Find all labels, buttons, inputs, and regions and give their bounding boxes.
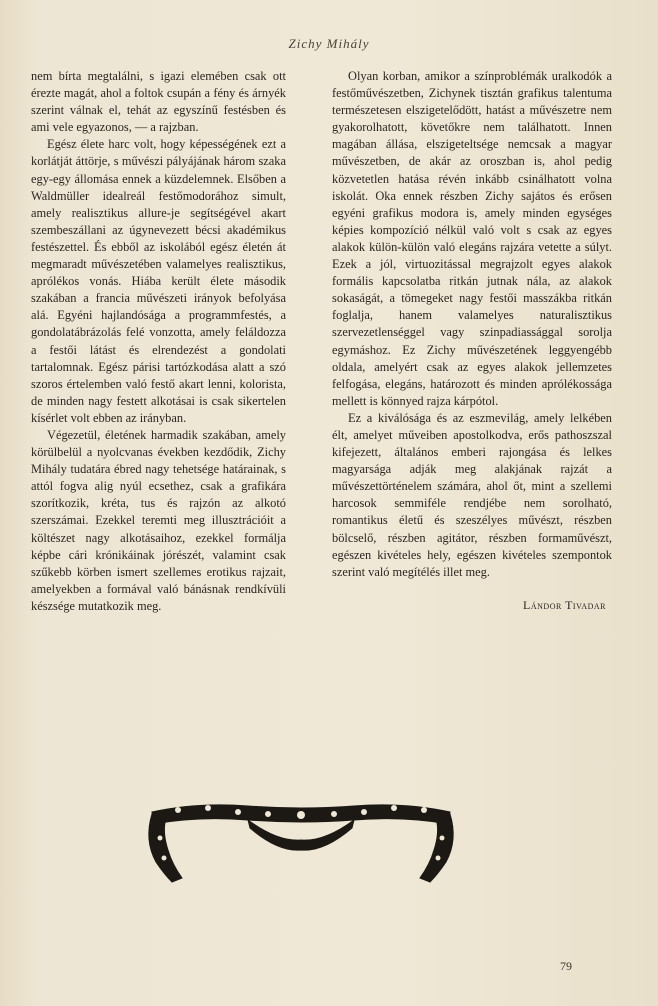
author-signature: Lándor Tivadar — [523, 597, 606, 612]
body-paragraph: nem bírta megtalálni, s igazi elemében csak ott érezte magát, ahol a foltok csupán a fény és árnyék szerint válnak el, tehát az egyszínű festésben és ami vele egyazonos, — a rajzban. — [31, 69, 286, 135]
page-number: 79 — [560, 959, 572, 973]
right-column — [332, 68, 612, 614]
body-paragraph: Egész élete harc volt, hogy képességének ezt a korlátját áttörje, s művészi pályájának három szaka egy-egy állomása ennek a küzdelemnek. Elsőben a Waldmüller idealreál festőmodorához simult, amely realisztikus allure-je segítségével akart szembeszállani az úgynevezett bécsi akadémikus festészettel. És ebből az iskolából egész életén át megmaradt művészetében valamelyes realisztikus, aprólékos vonás. Hiába került élete második szakában a francia művészeti irányok befolyása alá. Egyéni hajlandósága a programmfestés, a gondolatábrázolás felé vonzotta, amely feláldozza a festői látást és elrendezést a gondolati tartalomnak. Egész párisi tartózkodása alatt a szó szoros értelemben való festő akart lenni, kolorista, de minden nagy festett alkotásai is csak sikertelen kísérlet volt ebben az irányban. — [31, 137, 286, 425]
floral-garland-ornament — [138, 790, 464, 890]
left-column — [31, 68, 286, 615]
running-head: Zichy Mihály — [288, 36, 370, 51]
body-paragraph: Olyan korban, amikor a színproblémák uralkodók a festőművészetben, Zichynek tisztán grafikus talentuma természetesen elszigetelődött, hatást a művészetre nem gyakorolhatott, követőkre nem találhatott. Innen magában állása, elszigeteltsége nemcsak a magyar művészetben, de akár az oroszban is, ahol pedig közvetetlen hatása révén inkább csinálhatott volna iskolát. Oka ennek részben Zichy sajátos és erősen egyéni grafikus modora is, amely minden egységes képies kompozíció nélkül való volt s csak az egyes alakok külön-külön való elegáns rajzára vetette a súlyt. Ezek a jól, virtuozitással megrajzolt egyes alakok formális kapcsolatba ritkán jutnak nála, az alakok sokaságát, a tömegeket nagy festői masszákba ritkán foglalja, hanem valamelyes naturalisztikus szervezetlenséggel vagy szinpadiassággal sorolja egymáshoz. Ez Zichy művészetének leggyengébb oldala, amelyért csak az egyes alakok jellemzetes felfogása, elegáns, határozott és minden aprólékossága mellett is könnyed rajza kárpótol. — [332, 69, 612, 408]
body-paragraph: Ez a kiválósága és az eszmevilág, amely lelkében élt, amelyet műveiben apostolkodva, erős pathoszszal kifejezett, általános emberi rajongása és lelkes magyarsága adják meg alakjának rajzát a művészettörténelem számára, ahol őt, mint a szellemi harcosok semmiféle rendjébe nem sorolható, romantikus életű és szeszélyes művészt, részben bölcselő, részben agitátor, részben formaművészt, egészen kivételes hely, egészen kivételes szempontok szerint való megítélés illet meg. — [332, 410, 612, 579]
body-paragraph: Végezetül, életének harmadik szakában, amely körülbelül a nyolcvanas években kezdődik, Zichy Mihály tudatára ébred nagy tehetsége határainak, s attól fogva alig nyúl ecsethez, csak a grafikára szorítkozik, kréta, tus és rajzón az alkotó szerszámai. Ezekkel teremti meg illusztrációit a költészet nagy alkotásaihoz, ezekkel formálja képbe cári krónikáinak jórészét, valamint csak szűkebb körben ismert szellemes erotikus rajzait, amelyekben a formával való bánásnak rendkívüli készsége mutatkozik meg. — [31, 427, 286, 613]
